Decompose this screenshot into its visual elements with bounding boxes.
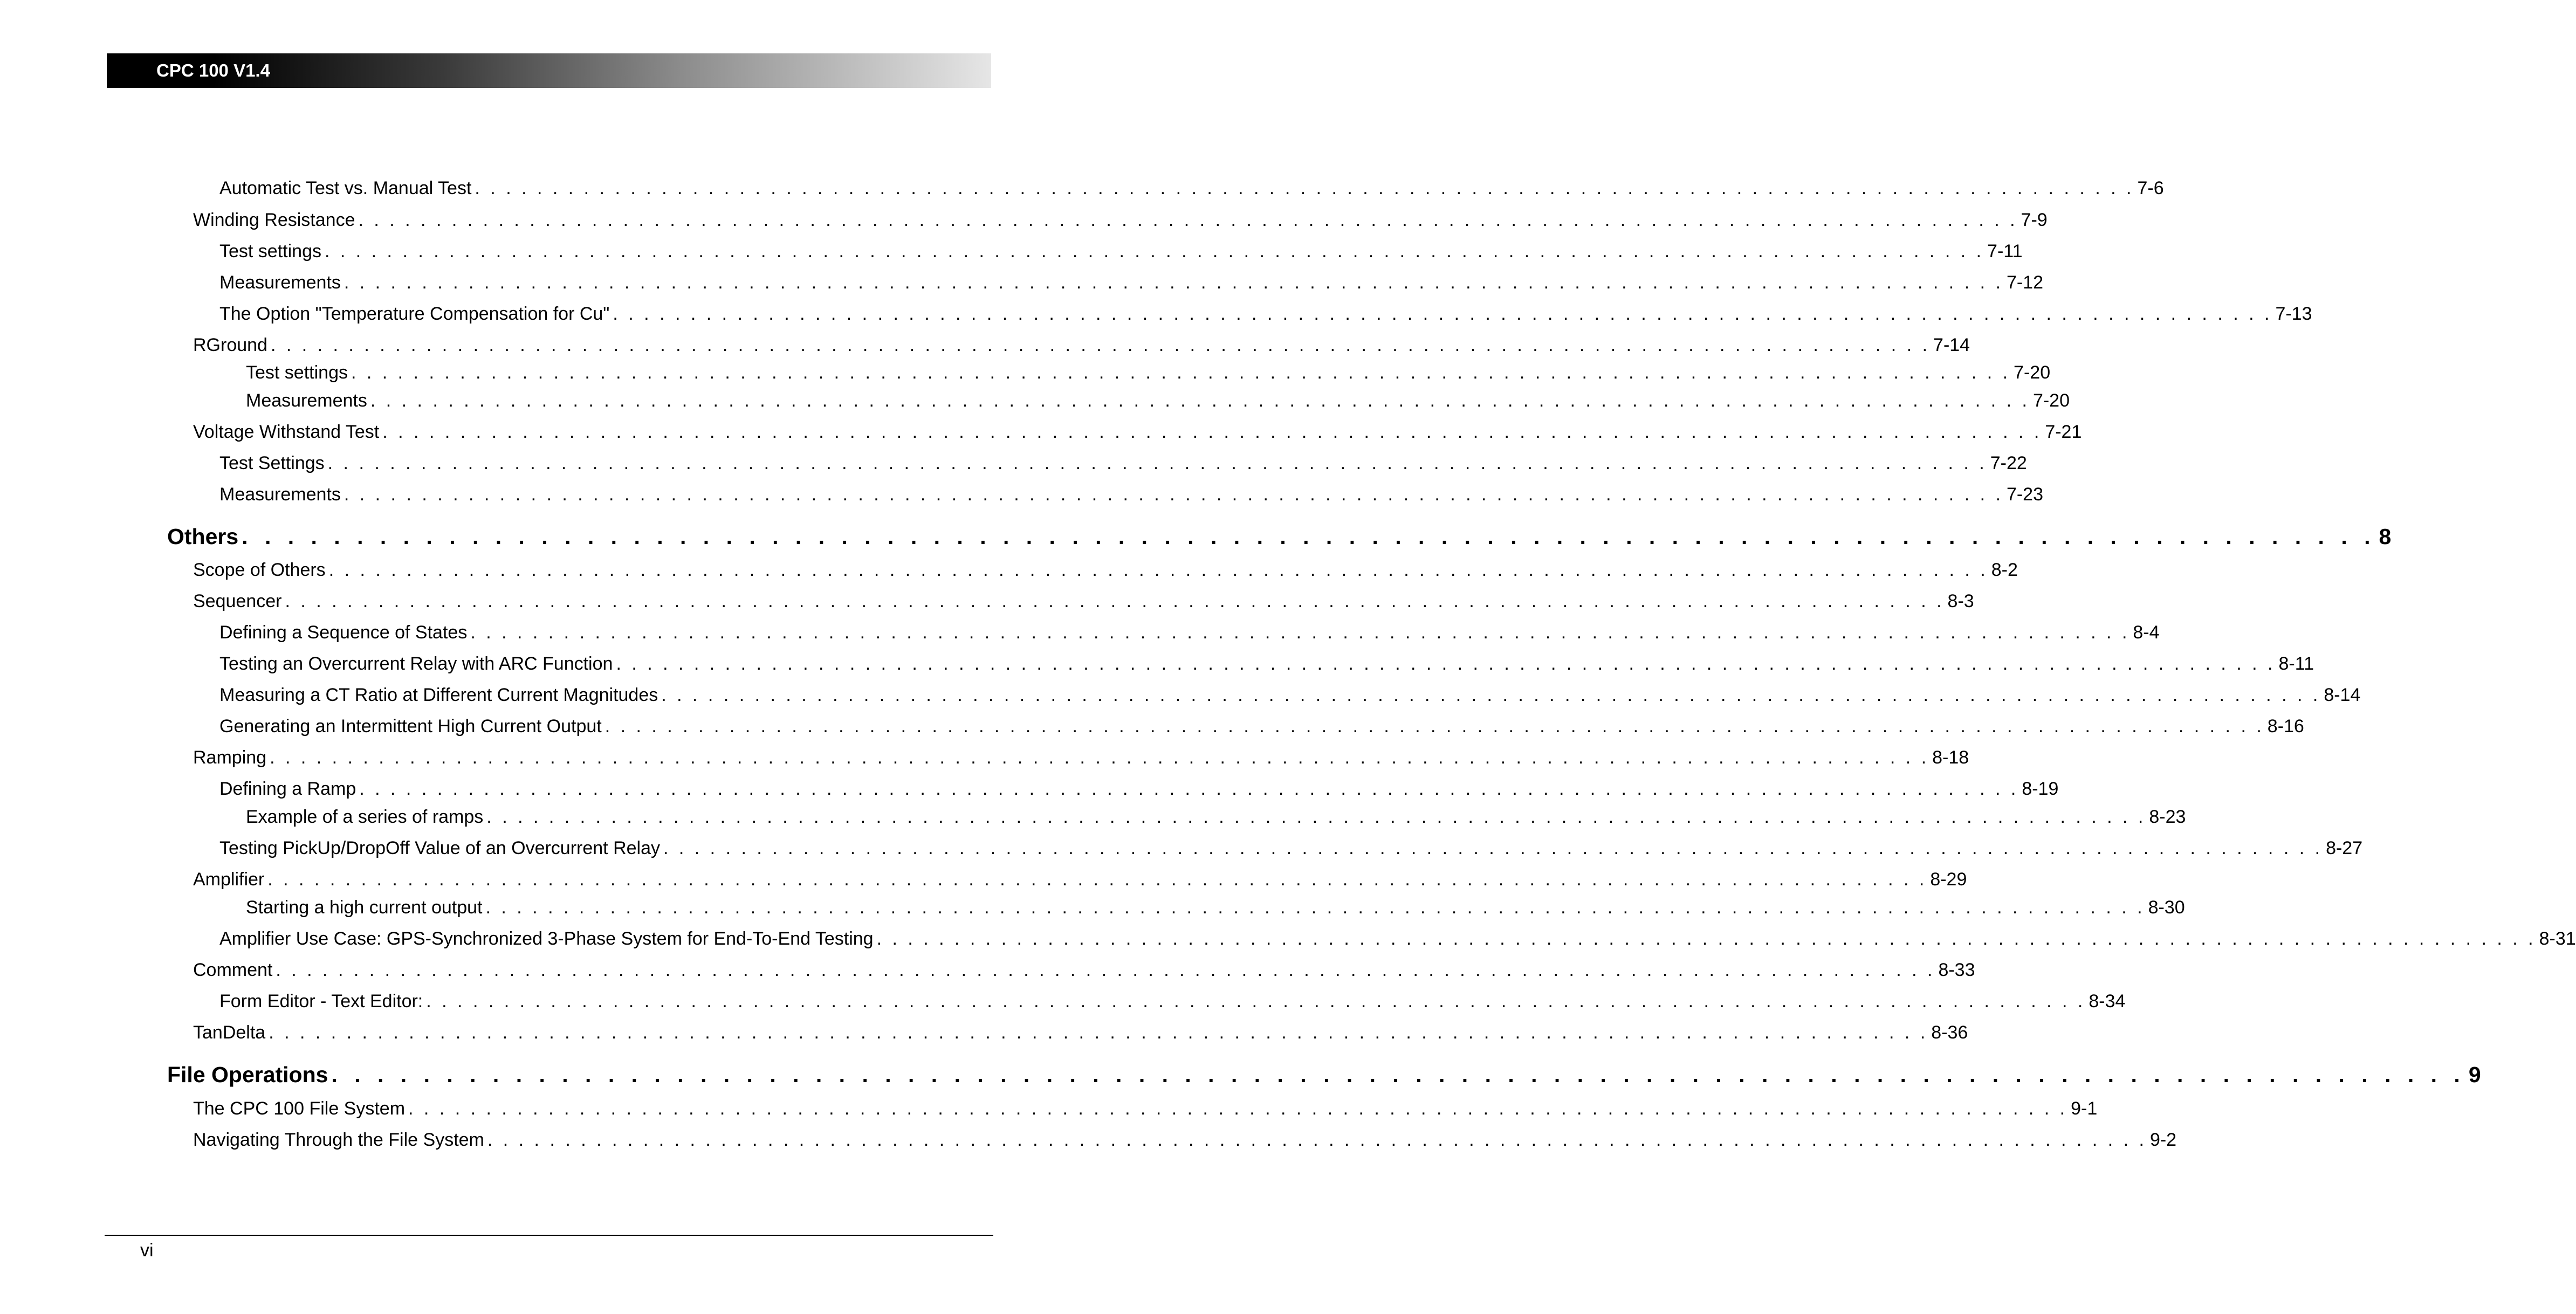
toc-entry-label: Measurements — [219, 272, 341, 293]
toc-entry-tandelta[interactable] — [193, 1021, 1968, 1044]
toc-entry-example-series-ramps[interactable] — [246, 805, 2186, 829]
toc-entry-testing-overcurrent-arc[interactable] — [219, 652, 2314, 676]
toc-entry-label: Example of a series of ramps — [246, 807, 484, 827]
toc-entry-page: 8-27 — [2326, 838, 2363, 858]
toc-entry-starting-high-current[interactable] — [246, 896, 2185, 919]
dot-leader: . . . . . . . . . . . . . . . . . . . . . . . . . . . . . . . . . . . . . . . . . . . . . . . . . . . . . . . . . . . . . . . . . . . . . . . . . . . . . . . . . . . . . . . . . . . . . . . . . . . . . . . . . . . — [661, 685, 2321, 705]
toc-entry-page: 8-23 — [2149, 807, 2186, 827]
dot-leader: . . . . . . . . . . . . . . . . . . . . . . . . . . . . . . . . . . . . . . . . . . . . . . . . . . . . . . . . . . . . . . . . . . . . . . . . . . . . . . . . . . . . . . . . . . . . . . . . . . . . . . . . . . . — [475, 178, 2134, 198]
toc-entry-measurements[interactable] — [219, 271, 2043, 294]
toc-entry-measurements[interactable] — [246, 389, 2070, 412]
toc-entry-page: 8-34 — [2089, 991, 2126, 1012]
toc-chapter-label: Others — [167, 524, 239, 549]
dot-leader: . . . . . . . . . . . . . . . . . . . . . . . . . . . . . . . . . . . . . . . . . . . . . . . . . . . . . . . . . . . . . . . . . . . . . . . . . . . . . . . . . . . . . . . . . . . . . . . . . . . . . . . . . . . — [470, 622, 2130, 643]
toc-entry-label: Navigating Through the File System — [193, 1130, 484, 1150]
toc-entry-rground[interactable] — [193, 333, 1970, 357]
toc-entry-amplifier[interactable] — [193, 868, 1967, 891]
dot-leader: . . . . . . . . . . . . . . . . . . . . . . . . . . . . . . . . . . . . . . . . . . . . . . . . . . . . . . . . . . . . . . . . . . . . . . . . . . . . . . . . . . . . . . . . . . . . . . . . . . . . . . . . . . . — [285, 591, 1945, 611]
dot-leader: . . . . . . . . . . . . . . . . . . . . . . . . . . . . . . . . . . . . . . . . . . . . . . . . . . . . . . . . . . . . . . . . . . . . . . . . . . . . . . . . . . . . . . . . . . . . . . . . . . . . . . . . . . . — [344, 272, 2003, 293]
toc-entry-page: 8-19 — [2022, 779, 2059, 799]
dot-leader: . . . . . . . . . . . . . . . . . . . . . . . . . . . . . . . . . . . . . . . . . . . . . . . . . . . . . . . . . . . . . . . . . . . . . . . . . . . . . . . . . . . . . . . . . . . . . . . . . . . . . . . . . . . — [324, 241, 1984, 262]
toc-entry-cpc-file-system[interactable] — [193, 1097, 2098, 1120]
toc-chapter-file-operations[interactable] — [167, 1061, 2481, 1088]
toc-entry-label: Voltage Withstand Test — [193, 422, 380, 442]
toc-entry-label: Starting a high current output — [246, 897, 483, 918]
toc-entry-page: 7-12 — [2006, 272, 2043, 293]
toc-entry-page: 9-1 — [2071, 1098, 2098, 1119]
toc-entry-label: Test Settings — [219, 453, 325, 473]
toc-entry-page: 8-18 — [1932, 747, 1969, 768]
toc-entry-label: Generating an Intermittent High Current Output — [219, 716, 602, 737]
dot-leader: . . . . . . . . . . . . . . . . . . . . . . . . . . . . . . . . . . . . . . . . . . . . . . . . . . . . . . . . . . . . . . . . . . . . . . . . . . . . . . . . . . . . . . . . . . . . . . . . . . . . . . . . . . . — [663, 838, 2323, 858]
toc-entry-defining-ramp[interactable] — [219, 777, 2059, 801]
dot-leader: . . . . . . . . . . . . . . . . . . . . . . . . . . . . . . . . . . . . . . . . . . . . . . . . . . . . . . . . . . . . . . . . . . . . . . . . . . . . . . . . . . . . . . . . . . . . . . . . . . . . . . . . . . . — [270, 747, 1929, 768]
toc-entry-label: Automatic Test vs. Manual Test — [219, 178, 472, 198]
toc-entry-page: 8-11 — [2278, 653, 2314, 674]
toc-entry-comment[interactable] — [193, 958, 1975, 982]
dot-leader: . . . . . . . . . . . . . . . . . . . . . . . . . . . . . . . . . . . . . . . . . . . . . . . . . . . . . . . . . . . . . . . . . . . . . . . . . . . . . . . . . . . . . . . . . . . . . . . . . . . . . . . . . . . — [327, 453, 1987, 473]
dot-leader: . . . . . . . . . . . . . . . . . . . . . . . . . . . . . . . . . . . . . . . . . . . . . . . . . . . . . . . . . . . . . . . . . . . . . . . . . . . . . . . . . . . . . . . . . . . . . . . . . . . . . . . . . . . — [328, 560, 1988, 580]
toc-entry-label: Testing PickUp/DropOff Value of an Overcurrent Relay — [219, 838, 660, 858]
toc-entry-navigating-file-system[interactable] — [193, 1128, 2177, 1152]
toc-entry-page: 8-36 — [1931, 1022, 1968, 1043]
footer-divider — [105, 1235, 993, 1236]
dot-leader: . . . . . . . . . . . . . . . . . . . . . . . . . . . . . . . . . . . . . . . . . . . . . . . . . . . . . . . . . . . . . . . . . . . . . . . . . . . . . . . . . . . . . . . . . . . . . . . . . . . . . . . . . . . — [359, 779, 2019, 799]
dot-leader: . . . . . . . . . . . . . . . . . . . . . . . . . . . . . . . . . . . . . . . . . . . . . . . . . . . . . . . . . . . . . . . . . . . . . . . . . . . . . . . . . . . . . . . . . . . . . . . . . . . . . . . . . . . — [382, 422, 2042, 442]
dot-leader: . . . . . . . . . . . . . . . . . . . . . . . . . . . . . . . . . . . . . . . . . . . . . . . . . . . . . . . . . . . . . . . . . . . . . . . . . . . . . . . . . . . . . . . . . . . . . . . . . . . . . . . . . . . — [358, 210, 2018, 230]
dot-leader: . . . . . . . . . . . . . . . . . . . . . . . . . . . . . . . . . . . . . . . . . . . . . . . . . . . . . . . . . . . . . . . . . . . . . . . . . . . . . . . . . . . . . . . . . . . . . — [331, 1062, 2465, 1087]
dot-leader: . . . . . . . . . . . . . . . . . . . . . . . . . . . . . . . . . . . . . . . . . . . . . . . . . . . . . . . . . . . . . . . . . . . . . . . . . . . . . . . . . . . . . . . . . . . . . . . . . . . . . . . . . . . — [876, 928, 2536, 949]
toc-entry-intermittent-high-current[interactable] — [219, 714, 2304, 738]
toc-entry-page: 8-30 — [2148, 897, 2185, 918]
toc-entry-label: The Option "Temperature Compensation for Cu" — [219, 304, 610, 324]
footer-page-number: vi — [140, 1240, 154, 1261]
toc-entry-label: Test settings — [246, 362, 348, 383]
toc-entry-automatic-test-vs-manual-test[interactable] — [219, 176, 2164, 200]
toc-entry-pickup-dropoff[interactable] — [219, 836, 2363, 860]
dot-leader: . . . . . . . . . . . . . . . . . . . . . . . . . . . . . . . . . . . . . . . . . . . . . . . . . . . . . . . . . . . . . . . . . . . . . . . . . . . . . . . . . . . . . . . . . . . . . . . . . . . . . . . . . . . — [270, 335, 1931, 355]
document-title: CPC 100 V1.4 — [156, 60, 270, 80]
toc-entry-label: Scope of Others — [193, 560, 326, 580]
dot-leader: . . . . . . . . . . . . . . . . . . . . . . . . . . . . . . . . . . . . . . . . . . . . . . . . . . . . . . . . . . . . . . . . . . . . . . . . . . . . . . . . . . . . . . . . . . . . . . . . . . . . . . . . . . . — [604, 716, 2264, 737]
toc-entry-page: 7-23 — [2006, 484, 2043, 505]
toc-entry-page: 8-3 — [1947, 591, 1974, 611]
toc-entry-sequencer[interactable] — [193, 589, 1974, 613]
dot-leader: . . . . . . . . . . . . . . . . . . . . . . . . . . . . . . . . . . . . . . . . . . . . . . . . . . . . . . . . . . . . . . . . . . . . . . . . . . . . . . . . . . . . . . . . . . . . . . . . . . . . . . . . . . . — [370, 390, 2030, 411]
toc-entry-label: Amplifier Use Case: GPS-Synchronized 3-Phase System for End-To-End Testing — [219, 928, 874, 949]
toc-entry-label: TanDelta — [193, 1022, 266, 1043]
dot-leader: . . . . . . . . . . . . . . . . . . . . . . . . . . . . . . . . . . . . . . . . . . . . . . . . . . . . . . . . . . . . . . . . . . . . . . . . . . . . . . . . . . . . . . . . . . . . . . . . . . . . . . . . . . . — [426, 991, 2086, 1012]
toc-entry-voltage-withstand-test[interactable] — [193, 420, 2082, 444]
toc-entry-label: Defining a Ramp — [219, 779, 356, 799]
toc-entry-temperature-compensation[interactable] — [219, 302, 2312, 326]
toc-chapter-page: 8 — [2379, 524, 2392, 549]
toc-entry-label: Measurements — [246, 390, 367, 411]
dot-leader: . . . . . . . . . . . . . . . . . . . . . . . . . . . . . . . . . . . . . . . . . . . . . . . . . . . . . . . . . . . . . . . . . . . . . . . . . . . . . . . . . . . . . . . . . . . . . . . . . . . . . . . . . . . — [616, 653, 2276, 674]
toc-entry-label: Defining a Sequence of States — [219, 622, 468, 643]
toc-entry-measuring-ct-ratio[interactable] — [219, 683, 2361, 707]
toc-entry-label: Amplifier — [193, 869, 265, 890]
toc-entry-page: 7-6 — [2137, 178, 2164, 198]
dot-leader: . . . . . . . . . . . . . . . . . . . . . . . . . . . . . . . . . . . . . . . . . . . . . . . . . . . . . . . . . . . . . . . . . . . . . . . . . . . . . . . . . . . . . . . . . . . . . . . . . . . . . . . . . . . — [351, 362, 2011, 383]
toc-entry-test-settings[interactable] — [219, 451, 2027, 475]
dot-leader: . . . . . . . . . . . . . . . . . . . . . . . . . . . . . . . . . . . . . . . . . . . . . . . . . . . . . . . . . . . . . . . . . . . . . . . . . . . . . . . . . . . . . . . . . . . . . — [242, 524, 2376, 549]
toc-entry-label: Measuring a CT Ratio at Different Current Magnitudes — [219, 685, 658, 705]
toc-entry-page: 8-16 — [2267, 716, 2304, 737]
toc-entry-page: 7-22 — [1990, 453, 2027, 473]
dot-leader: . . . . . . . . . . . . . . . . . . . . . . . . . . . . . . . . . . . . . . . . . . . . . . . . . . . . . . . . . . . . . . . . . . . . . . . . . . . . . . . . . . . . . . . . . . . . . . . . . . . . . . . . . . . — [485, 897, 2145, 918]
toc-entry-winding-resistance[interactable] — [193, 208, 2048, 232]
toc-entry-label: Winding Resistance — [193, 210, 355, 230]
dot-leader: . . . . . . . . . . . . . . . . . . . . . . . . . . . . . . . . . . . . . . . . . . . . . . . . . . . . . . . . . . . . . . . . . . . . . . . . . . . . . . . . . . . . . . . . . . . . . . . . . . . . . . . . . . . — [487, 1130, 2147, 1150]
toc-entry-defining-sequence[interactable] — [219, 621, 2160, 644]
toc-entry-scope-of-others[interactable] — [193, 558, 2018, 582]
toc-entry-label: Testing an Overcurrent Relay with ARC Function — [219, 653, 613, 674]
toc-chapter-others[interactable] — [167, 523, 2392, 550]
toc-entry-ramping[interactable] — [193, 746, 1969, 769]
dot-leader: . . . . . . . . . . . . . . . . . . . . . . . . . . . . . . . . . . . . . . . . . . . . . . . . . . . . . . . . . . . . . . . . . . . . . . . . . . . . . . . . . . . . . . . . . . . . . . . . . . . . . . . . . . . — [344, 484, 2003, 505]
toc-entry-page: 8-33 — [1938, 960, 1975, 980]
toc-entry-amplifier-use-case[interactable] — [219, 927, 2576, 951]
toc-entry-page: 8-2 — [1991, 560, 2018, 580]
toc-entry-page: 7-20 — [2014, 362, 2051, 383]
dot-leader: . . . . . . . . . . . . . . . . . . . . . . . . . . . . . . . . . . . . . . . . . . . . . . . . . . . . . . . . . . . . . . . . . . . . . . . . . . . . . . . . . . . . . . . . . . . . . . . . . . . . . . . . . . . — [408, 1098, 2068, 1119]
dot-leader: . . . . . . . . . . . . . . . . . . . . . . . . . . . . . . . . . . . . . . . . . . . . . . . . . . . . . . . . . . . . . . . . . . . . . . . . . . . . . . . . . . . . . . . . . . . . . . . . . . . . . . . . . . . — [486, 807, 2146, 827]
toc-entry-page: 8-14 — [2324, 685, 2361, 705]
toc-entry-label: Comment — [193, 960, 273, 980]
toc-entry-test-settings[interactable] — [219, 239, 2023, 263]
toc-chapter-label: File Operations — [167, 1062, 328, 1087]
toc-entry-page: 8-29 — [1930, 869, 1967, 890]
toc-entry-label: The CPC 100 File System — [193, 1098, 406, 1119]
toc-entry-page: 7-11 — [1987, 241, 2023, 262]
toc-entry-page: 9-2 — [2149, 1130, 2177, 1150]
toc-entry-label: Ramping — [193, 747, 267, 768]
toc-entry-page: 8-31 — [2539, 928, 2576, 949]
toc-entry-page: 7-9 — [2021, 210, 2048, 230]
toc-entry-label: RGround — [193, 335, 267, 355]
toc-entry-label: Test settings — [219, 241, 321, 262]
toc-entry-form-editor[interactable] — [219, 989, 2126, 1013]
toc-entry-page: 7-13 — [2275, 304, 2312, 324]
toc-entry-test-settings[interactable] — [246, 361, 2051, 384]
toc-entry-page: 8-4 — [2133, 622, 2160, 643]
dot-leader: . . . . . . . . . . . . . . . . . . . . . . . . . . . . . . . . . . . . . . . . . . . . . . . . . . . . . . . . . . . . . . . . . . . . . . . . . . . . . . . . . . . . . . . . . . . . . . . . . . . . . . . . . . . — [613, 304, 2272, 324]
toc-entry-label: Sequencer — [193, 591, 282, 611]
dot-leader: . . . . . . . . . . . . . . . . . . . . . . . . . . . . . . . . . . . . . . . . . . . . . . . . . . . . . . . . . . . . . . . . . . . . . . . . . . . . . . . . . . . . . . . . . . . . . . . . . . . . . . . . . . . — [267, 869, 1927, 890]
dot-leader: . . . . . . . . . . . . . . . . . . . . . . . . . . . . . . . . . . . . . . . . . . . . . . . . . . . . . . . . . . . . . . . . . . . . . . . . . . . . . . . . . . . . . . . . . . . . . . . . . . . . . . . . . . . — [269, 1022, 1928, 1043]
dot-leader: . . . . . . . . . . . . . . . . . . . . . . . . . . . . . . . . . . . . . . . . . . . . . . . . . . . . . . . . . . . . . . . . . . . . . . . . . . . . . . . . . . . . . . . . . . . . . . . . . . . . . . . . . . . — [276, 960, 1935, 980]
toc-entry-page: 7-14 — [1933, 335, 1970, 355]
toc-chapter-page: 9 — [2468, 1062, 2481, 1087]
toc-entry-page: 7-20 — [2032, 390, 2070, 411]
toc-entry-measurements[interactable] — [219, 483, 2043, 506]
toc-entry-label: Measurements — [219, 484, 341, 505]
toc-entry-page: 7-21 — [2045, 422, 2082, 442]
toc-entry-label: Form Editor - Text Editor: — [219, 991, 423, 1012]
